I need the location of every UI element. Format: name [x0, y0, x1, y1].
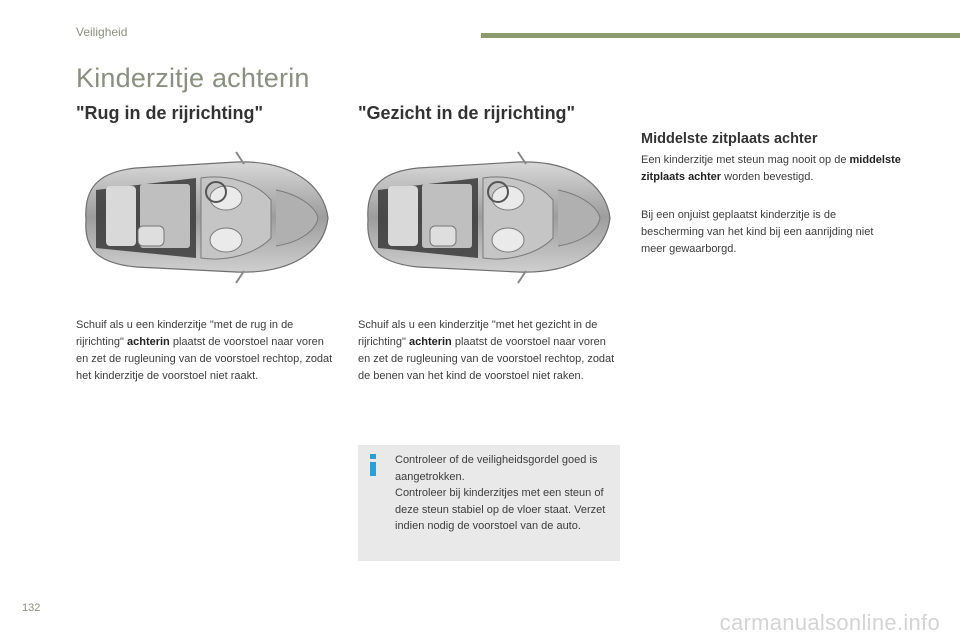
info-note-text: Controleer of de veiligheidsgordel goed is aangetrokken. Controleer bij kinderzitjes met een steun of deze steun stabiel op de vloer staat. Verzet indien nodig de voorstoel van de auto. [395, 454, 606, 532]
heading-forward-facing: "Gezicht in de rijrichting" [358, 103, 576, 123]
middle-seat-paragraph-1: Een kinderzitje met steun mag nooit op de middelste zitplaats achter worden bevestigd. [641, 154, 901, 183]
section-label: Veiligheid [76, 25, 128, 39]
heading-rear-facing: "Rug in de rijrichting" [76, 103, 264, 123]
page-title: Kinderzitje achterin [76, 63, 310, 93]
car-forward-facing-seat-illustration [358, 150, 616, 285]
info-icon [366, 454, 380, 476]
middle-seat-paragraph-2: Bij een onjuist geplaatst kinderzitje is de bescherming van het kind bij een aanrijding niet meer gewaarborgd. [641, 209, 874, 255]
page-number: 132 [22, 602, 41, 614]
forward-facing-paragraph: Schuif als u een kinderzitje "met het gezicht in de rijrichting" achterin plaatst de voorstoel naar voren en zet de rugleuning van de voorstoel rechtop, zodat de benen van het kind de voorstoel niet raken. [358, 319, 615, 382]
car-rear-facing-seat-illustration [76, 150, 334, 285]
section-accent-bar [481, 33, 960, 38]
rear-facing-paragraph: Schuif als u een kinderzitje "met de rug in de rijrichting" achterin plaatst de voorstoel naar voren en zet de rugleuning van de voorstoel rechtop, zodat het kinderzitje de voorstoel niet raakt. [76, 319, 333, 382]
heading-middle-seat: Middelste zitplaats achter [641, 131, 818, 147]
watermark: carmanualsonline.info [719, 610, 940, 635]
